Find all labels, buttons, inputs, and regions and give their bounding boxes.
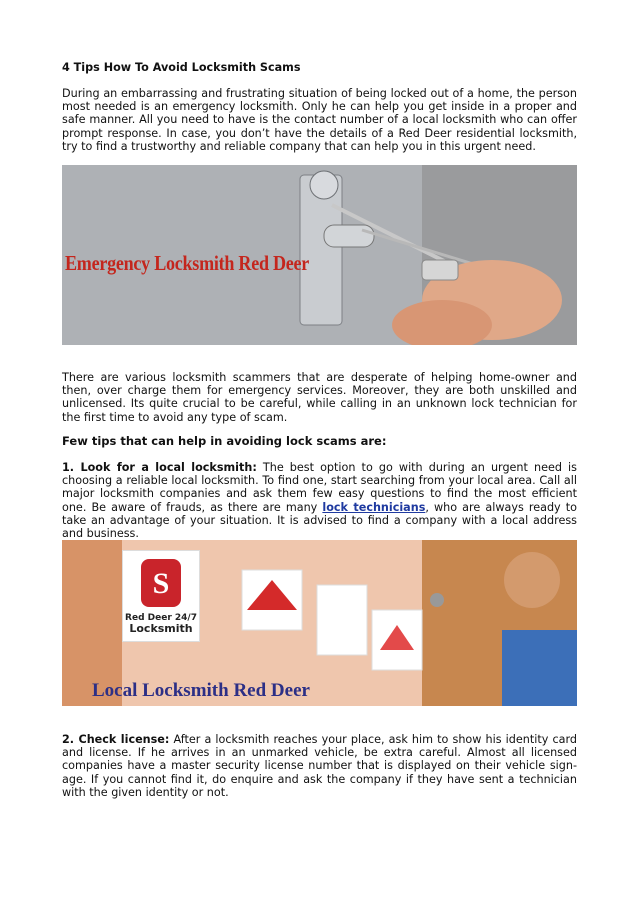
image1-caption: Emergency Locksmith Red Deer — [65, 251, 310, 275]
logo-line2: Locksmith — [129, 622, 193, 635]
brand-logo — [122, 550, 200, 642]
lock-logo-icon — [123, 551, 199, 611]
page-title: 4 Tips How To Avoid Locksmith Scams — [62, 61, 301, 74]
lock-technicians-link[interactable]: lock technicians — [322, 500, 426, 514]
emergency-locksmith-image — [62, 165, 577, 345]
tip1-lead: 1. Look for a local locksmith: — [62, 461, 257, 474]
tip2-text: After a locksmith reaches your place, ask him to show his identity card and license. If he arrives in an unmarked vehicle, be extra careful. Almost all licensed companies have a master security license number that is displayed on their vehicle sign-age. If you cannot find it, do enquire and ask the company if they have sent a technician with the given identity or not. — [62, 733, 577, 799]
intro-paragraph: During an embarrassing and frustrating situation of being locked out of a home, the person most needed is an emergency locksmith. Only he can help you get inside in a proper and safe manner. All you need to have is the contact number of a local locksmith who can offer prompt response. In case, you don’t have the details of a Red Deer residential locksmith, try to find a trustworthy and reliable company that can help you in this urgent need. — [62, 87, 577, 153]
tip2-lead: 2. Check license: — [62, 733, 170, 746]
tip2-paragraph — [62, 733, 577, 799]
logo-line1: Red Deer 24/7 — [125, 613, 197, 623]
tip1-text-a: The best option to go with during an urgent need is choosing a reliable local locksmith. To find one, start searching from your local area. Call all major locksmith companies and ask them few easy questions to find the most efficient one. Be aware of frauds, as there are many — [62, 461, 577, 514]
svg-text:S: S — [152, 567, 170, 600]
tip1-paragraph — [62, 461, 577, 540]
tips-subheading: Few tips that can help in avoiding lock scams are: — [62, 434, 387, 448]
scammers-paragraph: There are various locksmith scammers that are desperate of helping home-owner and then, over charge them for emergency services. Moreover, they are both unskilled and unlicensed. Its quite crucial to be careful, while calling in an unknown lock technician for the first time to avoid any type of scam. — [62, 371, 577, 424]
local-locksmith-image — [62, 540, 577, 706]
tip1-text-b: , who are always ready to take an advantage of your situation. It is advised to find a company with a local address and business. — [62, 500, 577, 541]
image2-caption: Local Locksmith Red Deer — [92, 680, 310, 701]
